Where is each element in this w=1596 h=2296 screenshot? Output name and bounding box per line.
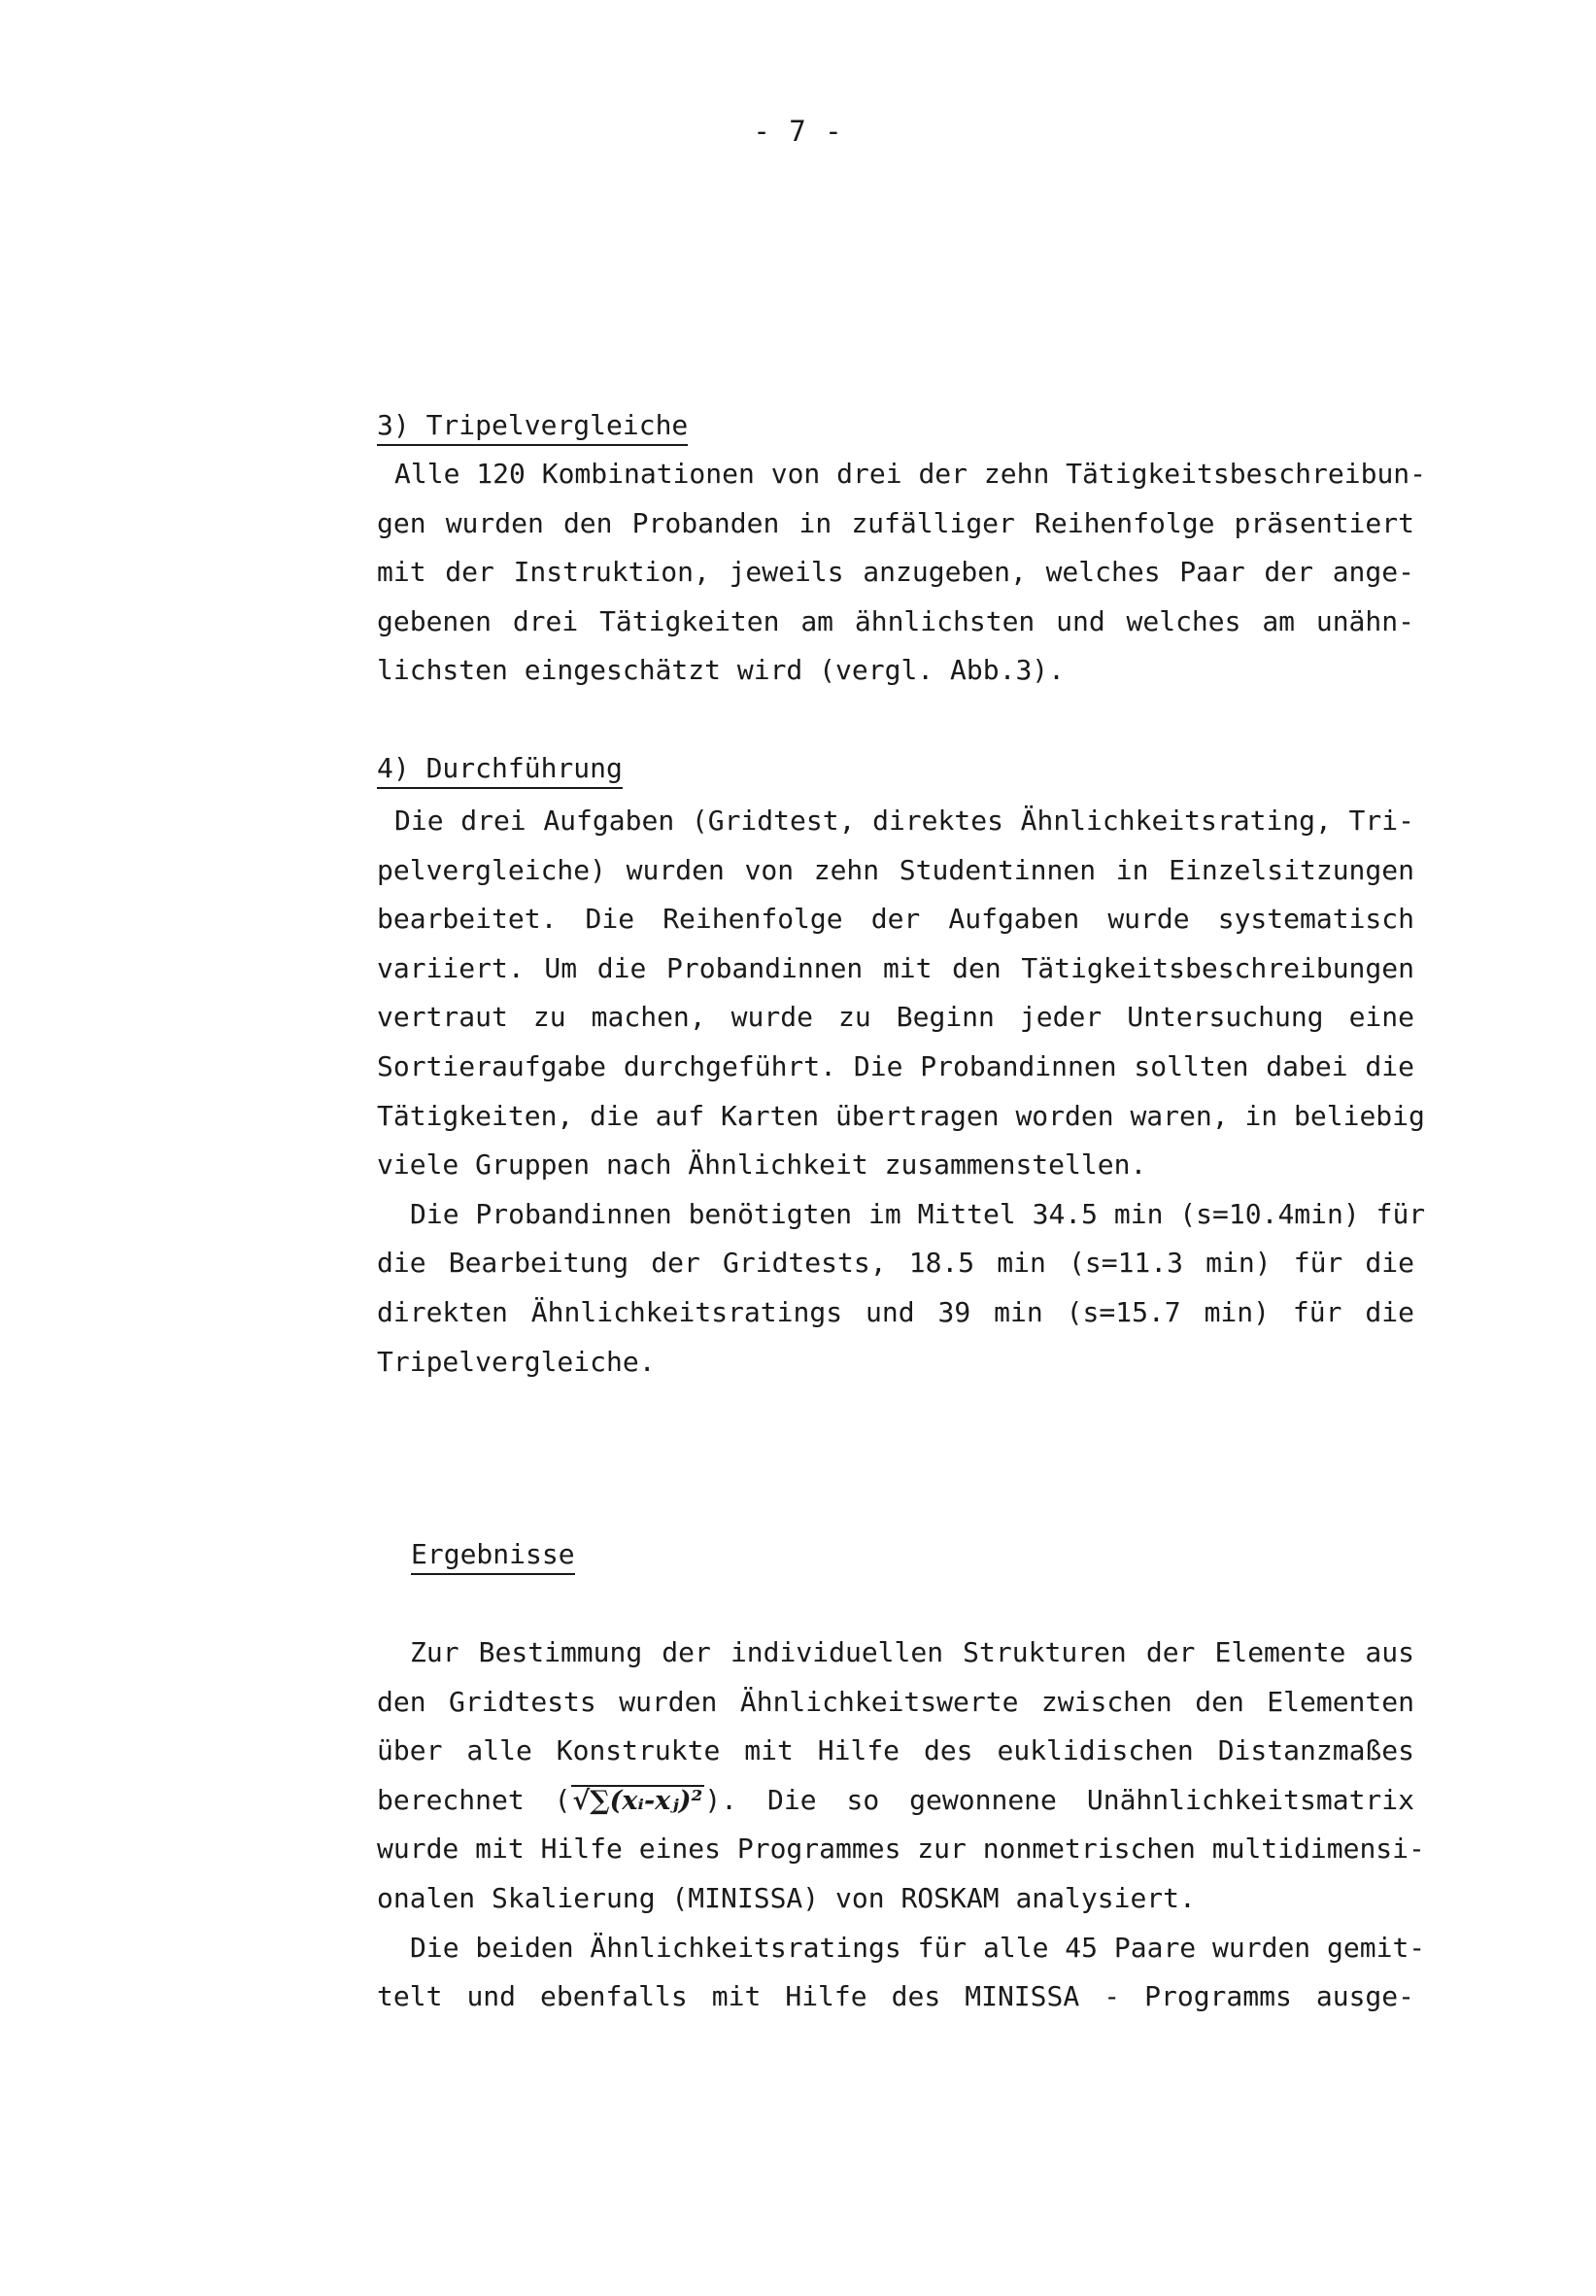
paragraph-line: mit der Instruktion, jeweils anzugeben, welches Paar der ange-	[377, 556, 1414, 589]
paragraph-line: gebenen drei Tätigkeiten am ähnlichsten und welches am unähn-	[377, 604, 1414, 637]
paragraph-line: Zur Bestimmung der individuellen Strukturen der Elemente aus	[410, 1636, 1414, 1668]
page-number: - 7 -	[753, 115, 843, 148]
paragraph-line: Tripelvergleiche.	[377, 1345, 656, 1378]
paragraph-line: den Gridtests wurden Ähnlichkeitswerte zwischen den Elementen	[377, 1685, 1414, 1718]
results-body	[377, 1628, 1426, 2022]
paragraph-line: über alle Konstrukte mit Hilfe des euklidischen Distanzmaßes	[377, 1734, 1414, 1767]
paragraph-line: variiert. Um die Probandinnen mit den Tätigkeitsbeschreibungen	[377, 951, 1414, 984]
paragraph-line: Die Probandinnen benötigten im Mittel 34.5 min (s=10.4min) für	[410, 1197, 1426, 1230]
paragraph-line: Die beiden Ähnlichkeitsratings für alle 45 Paare wurden gemit-	[410, 1931, 1426, 1964]
paragraph-line: die Bearbeitung der Gridtests, 18.5 min (s=11.3 min) für die	[377, 1247, 1414, 1280]
paragraph-line: onalen Skalierung (MINISSA) von ROSKAM analysiert.	[377, 1881, 1196, 1914]
paragraph-line: telt und ebenfalls mit Hilfe des MINISSA - Programms ausge-	[377, 1980, 1414, 2013]
paragraph-line: direkten Ähnlichkeitsratings und 39 min (s=15.7 min) für die	[377, 1295, 1414, 1328]
paragraph-line: bearbeitet. Die Reihenfolge der Aufgaben wurde systematisch	[377, 903, 1414, 936]
paragraph-line: viele Gruppen nach Ähnlichkeit zusammenstellen.	[377, 1148, 1147, 1182]
paragraph-line: vertraut zu machen, wurde zu Beginn jeder Untersuchung eine	[377, 1001, 1414, 1034]
euclidean-distance-formula: √∑(xᵢ-xⱼ)²	[572, 1785, 703, 1816]
section-3-body	[377, 450, 1427, 696]
formula-line	[377, 1776, 1414, 1826]
formula-suffix: ). Die so gewonnene Unähnlichkeitsmatrix	[704, 1783, 1414, 1816]
section-4-heading: 4) Durchführung	[377, 751, 623, 789]
paragraph-line: Sortieraufgabe durchgeführt. Die Probandinnen sollten dabei die	[377, 1049, 1414, 1082]
paragraph-line: lichsten eingeschätzt wird (vergl. Abb.3).	[377, 654, 1066, 687]
paragraph-line: Tätigkeiten, die auf Karten übertragen worden waren, in beliebig	[377, 1099, 1425, 1132]
section-3-heading: 3) Tripelvergleiche	[377, 408, 688, 446]
results-heading: Ergebnisse	[411, 1537, 575, 1575]
paragraph-line: gen wurden den Probanden in zufälliger Reihenfolge präsentiert	[377, 506, 1414, 539]
section-4-body	[377, 797, 1426, 1387]
paragraph-line: wurde mit Hilfe eines Programmes zur nonmetrischen multidimensi-	[377, 1833, 1425, 1866]
paragraph-line: pelvergleiche) wurden von zehn Studentinnen in Einzelsitzungen	[377, 853, 1414, 886]
paragraph-line: Alle 120 Kombinationen von drei der zehn Tätigkeitsbeschreibun-	[394, 458, 1427, 490]
paragraph-line: Die drei Aufgaben (Gridtest, direktes Ähnlichkeitsrating, Tri-	[394, 805, 1414, 837]
formula-prefix: berechnet (	[377, 1783, 571, 1816]
